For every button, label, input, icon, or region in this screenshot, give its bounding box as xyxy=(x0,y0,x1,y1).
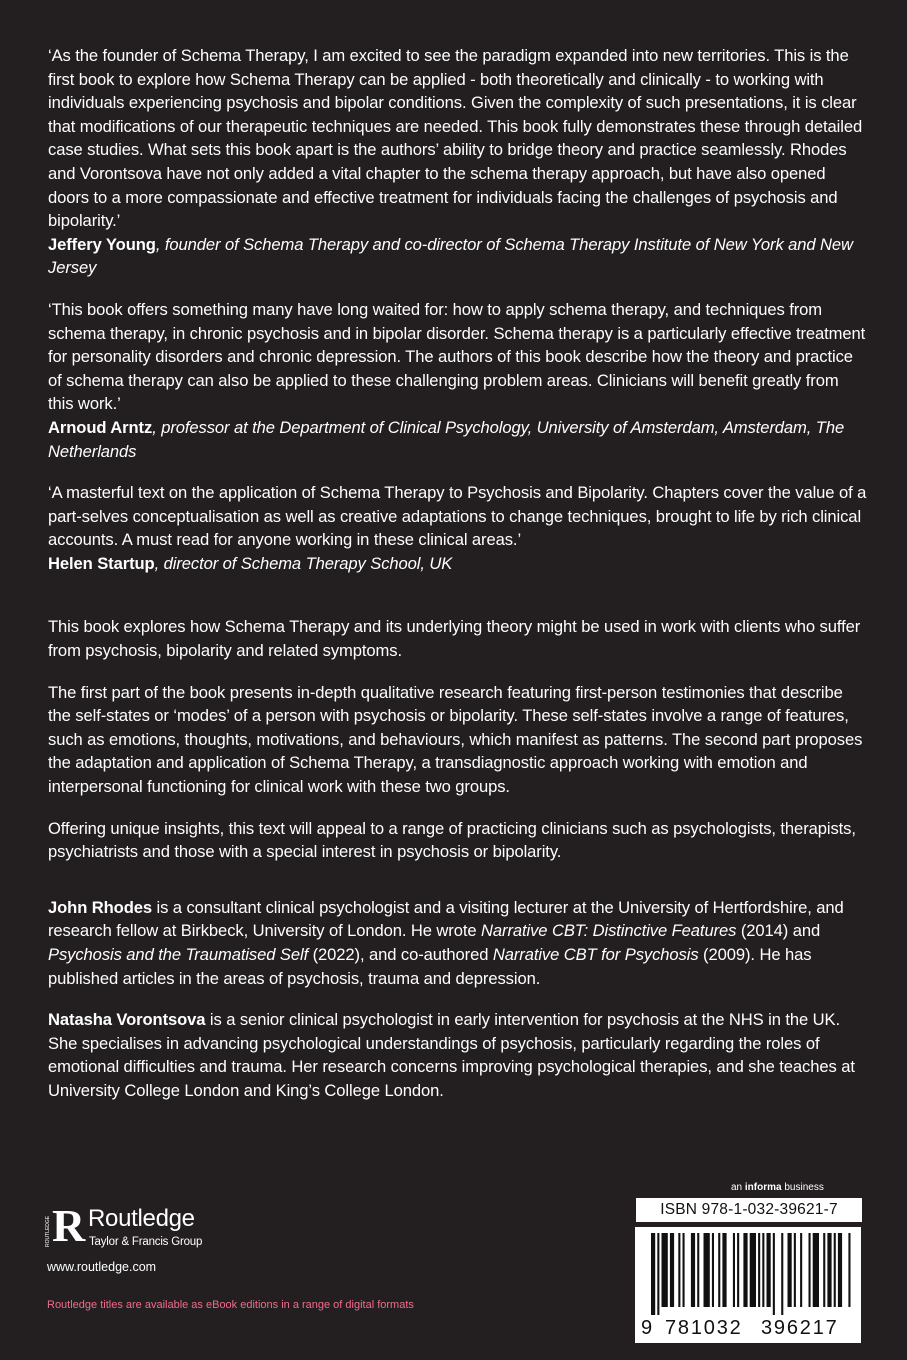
barcode-bar xyxy=(767,1233,771,1307)
endorsement-quote: ‘This book offers something many have long waited for: how to apply schema therapy, and techniques from schema therapy, in chronic psychosis and in bipolar disorder. Schema therapy is a particularly effective treatment for personality disorders and chronic depression. The authors of this book describe how the theory and practice of schema therapy can also be applied to these challenging problem areas. Clinicians will benefit greatly from this work.’ xyxy=(48,299,866,414)
barcode-bar xyxy=(662,1233,668,1307)
barcode-bar xyxy=(781,1233,783,1315)
logo-letter: R xyxy=(52,1200,86,1251)
barcode-bar xyxy=(809,1233,811,1307)
barcode-bar xyxy=(683,1233,685,1307)
barcode-bar xyxy=(813,1233,819,1307)
endorser-name: Arnoud Arntz xyxy=(48,417,153,437)
endorsement-attribution xyxy=(48,233,868,280)
barcode-bar xyxy=(691,1233,695,1307)
endorser-name: Jeffery Young xyxy=(48,234,156,254)
publisher-website[interactable]: www.routledge.com xyxy=(47,1260,157,1274)
barcode-bar xyxy=(704,1233,710,1307)
barcode-bar xyxy=(800,1233,802,1307)
logo-vertical-text: ROUTLEDGE xyxy=(45,1215,51,1247)
endorser-name: Helen Startup xyxy=(48,553,155,573)
barcode-digit-first: 9 xyxy=(641,1317,653,1339)
barcode-bar xyxy=(848,1233,850,1307)
barcode-bar xyxy=(718,1233,720,1307)
barcode-bar xyxy=(743,1233,747,1307)
description-paragraph: This book explores how Schema Therapy and its underlying theory might be used in work with clients who suffer from psychosis, bipolarity and related symptoms. xyxy=(48,617,861,661)
barcode-bar xyxy=(737,1233,739,1307)
barcode-bar xyxy=(794,1233,796,1307)
barcode-bar xyxy=(773,1233,775,1315)
barcode-bar xyxy=(788,1233,792,1307)
cover-footer xyxy=(0,1175,907,1360)
description-paragraph: The first part of the book presents in-depth qualitative research featuring first-person testimonies that describe the self-states or ‘modes’ of a person with psychosis or bipolarity. These self-states involve a range of features, such as emotions, thoughts, motivations, and behaviours, which manifest as patterns. The second part proposes the adaptation and application of Schema Therapy, a transdiagnostic approach working with emotion and interpersonal functioning for clinical work with these two groups. xyxy=(48,682,863,797)
isbn-label: ISBN 978-1-032-39621-7 xyxy=(635,1197,863,1223)
barcode-bar xyxy=(733,1233,735,1307)
barcode-bar xyxy=(678,1233,680,1307)
barcode-digit-group: 396217 xyxy=(761,1317,839,1339)
endorsement xyxy=(48,298,868,463)
endorsement xyxy=(48,44,868,280)
book-title: Narrative CBT for Psychosis xyxy=(492,945,699,964)
endorsement-attribution xyxy=(48,416,868,463)
barcode-bar xyxy=(838,1233,842,1307)
endorser-affiliation: , professor at the Department of Clinical Psychology, University of Amsterdam, Amsterdam, The Netherlands xyxy=(48,417,845,461)
publisher-name: Routledge xyxy=(88,1205,195,1232)
description-paragraph: Offering unique insights, this text will appeal to a range of practicing clinicians such as psychologists, therapists, psychiatrists and those with a special interest in psychosis or bipolarity. xyxy=(48,818,856,862)
barcode-bar xyxy=(697,1233,699,1307)
barcode-bar xyxy=(670,1233,674,1307)
barcode-bar xyxy=(823,1233,825,1307)
endorser-affiliation: , founder of Schema Therapy and co-director of Schema Therapy Institute of New York and New Jersey xyxy=(48,234,853,278)
book-title: Psychosis and the Traumatised Self xyxy=(48,945,309,964)
informa-tagline: an informa business xyxy=(731,1182,824,1193)
barcode-bar xyxy=(657,1233,659,1315)
barcode-bar xyxy=(712,1233,714,1307)
barcode-bar xyxy=(834,1233,836,1307)
informa-brand: informa xyxy=(744,1182,782,1193)
barcode xyxy=(635,1227,861,1343)
publisher-group: Taylor & Francis Group xyxy=(89,1236,203,1248)
routledge-logo-icon xyxy=(44,1197,86,1251)
barcode-bar xyxy=(722,1233,726,1307)
barcode-digit-group: 781032 xyxy=(665,1317,743,1339)
barcode-bar xyxy=(758,1233,760,1307)
author-bio-rhodes: John Rhodes is a consultant clinical psychologist and a visiting lecturer at the University of Hertfordshire, and research fellow at Birkbeck, University of London. He wrote Narrative CBT: Distinctive Features (2014) and Psychosis and the Traumatised Self (2022), and co-authored Narrative CBT for Psychosis (2009). He has published articles in the areas of psychosis, trauma and depression. xyxy=(48,897,844,988)
barcode-bar xyxy=(827,1233,831,1307)
author-name: Natasha Vorontsova xyxy=(48,1010,206,1030)
barcode-bar xyxy=(750,1233,756,1307)
ebook-note: Routledge titles are available as eBook editions in a range of digital formats xyxy=(47,1299,414,1311)
barcode-bar xyxy=(762,1233,764,1307)
endorsement-quote: ‘As the founder of Schema Therapy, I am excited to see the paradigm expanded into new territories. This is the first book to explore how Schema Therapy can be applied - both theoretically and clinically - to working with individuals experiencing psychosis and bipolar conditions. Given the complexity of such presentations, it is clear that modifications of our therapeutic techniques are needed. This book fully demonstrates these through detailed case studies. What sets this book apart is the authors’ ability to bridge theory and practice seamlessly. Rhodes and Vorontsova have not only added a vital chapter to the schema therapy approach, but have also opened doors to a more compassionate and effective treatment for individuals facing the challenges of psychosis and bipolarity.’ xyxy=(48,46,863,231)
barcode-digits xyxy=(635,1317,861,1341)
endorsement-quote: ‘A masterful text on the application of Schema Therapy to Psychosis and Bipolarity. Chapters cover the value of a part-selves conceptualisation as well as creative adaptations to change techniques, brought to life by rich clinical accounts. A must read for anyone working in these clinical areas.’ xyxy=(48,483,867,550)
back-cover-text xyxy=(48,44,868,1103)
author-bio-vorontsova: Natasha Vorontsova is a senior clinical psychologist in early intervention for psychosis at the NHS in the UK. She specialises in advancing psychological understandings of psychosis, particularly regarding the roles of emotional difficulties and trauma. Her research concerns improving psychological therapies, and she teaches at University College London and King’s College London. xyxy=(48,1010,855,1100)
endorsement-attribution xyxy=(48,552,868,576)
author-name: John Rhodes xyxy=(48,897,152,917)
endorsement xyxy=(48,481,868,575)
barcode-bar xyxy=(651,1233,655,1315)
endorser-affiliation: , director of Schema Therapy School, UK xyxy=(154,553,453,573)
book-title: Narrative CBT: Distinctive Features xyxy=(481,921,737,941)
barcode-bars xyxy=(643,1233,853,1315)
